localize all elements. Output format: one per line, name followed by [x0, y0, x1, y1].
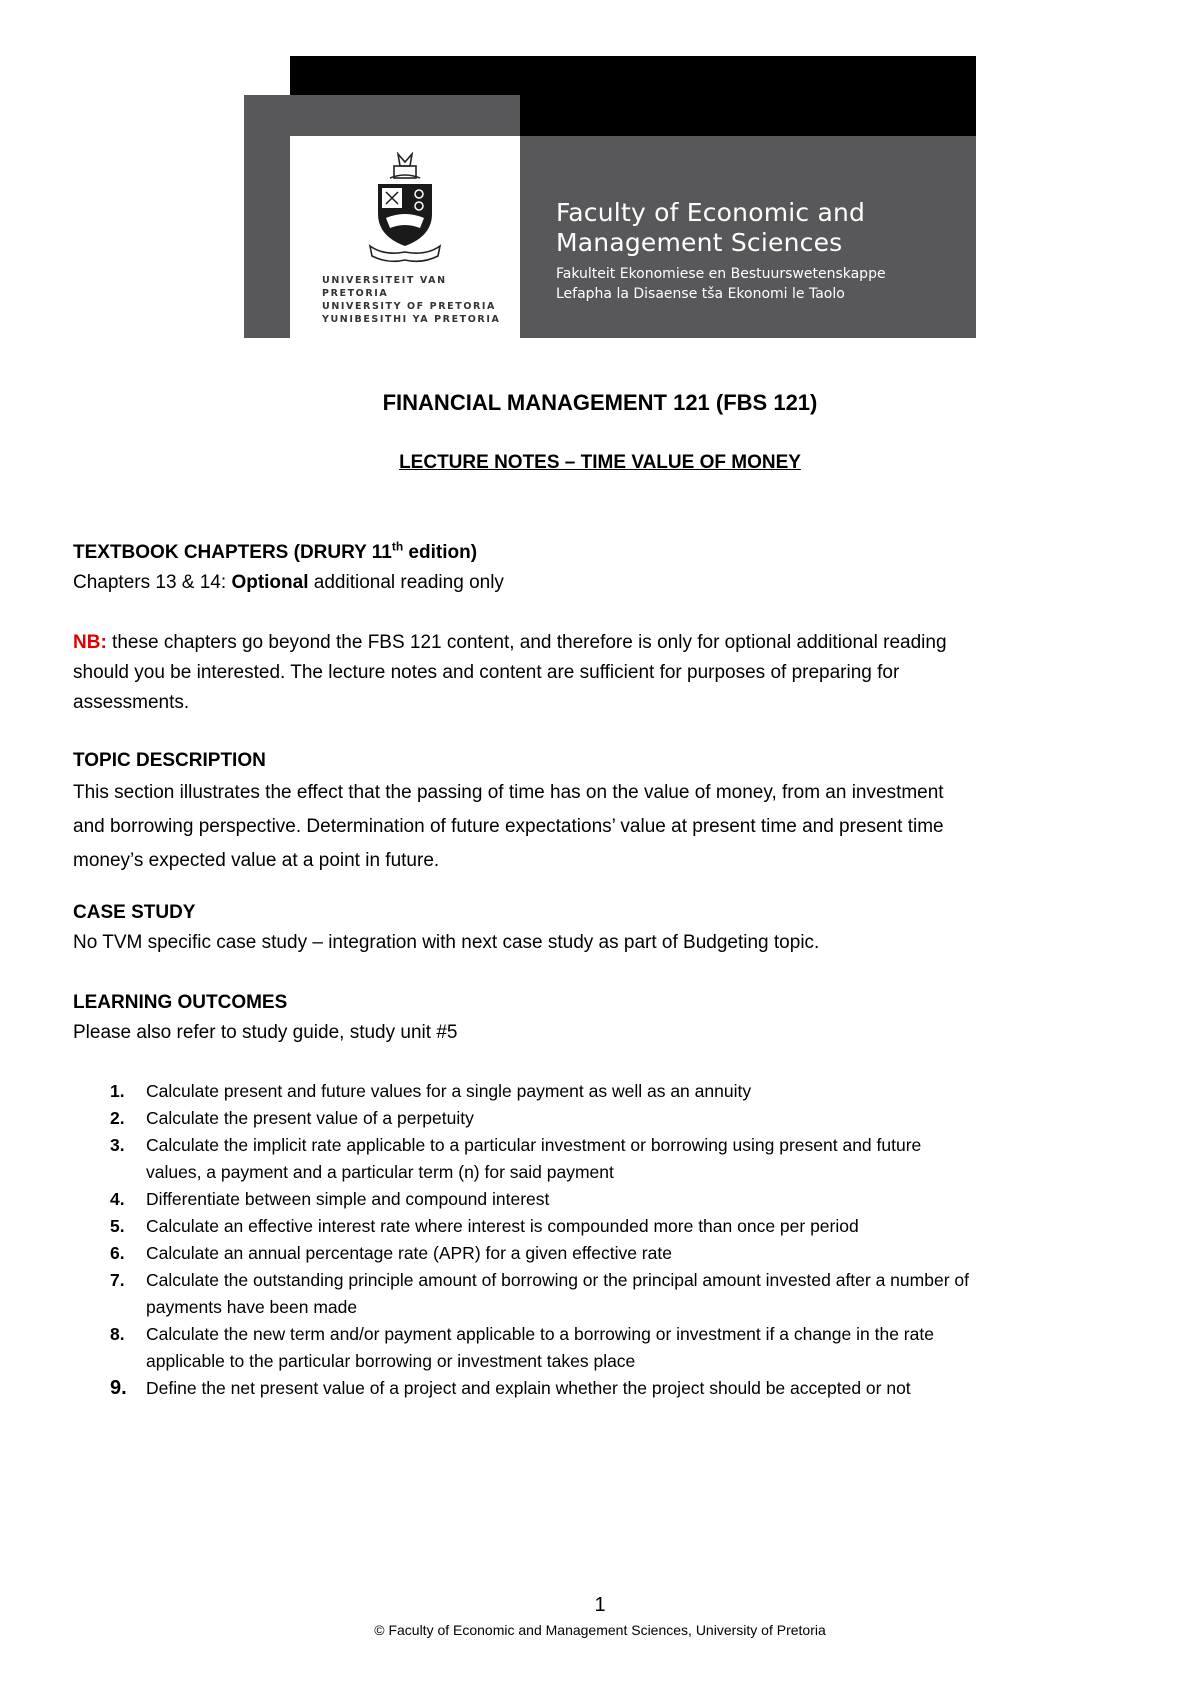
- topic-line2: and borrowing perspective. Determination of future expectations’ value at present time and present time: [73, 816, 944, 837]
- faculty-title-line1: Faculty of Economic and: [556, 198, 866, 227]
- textbook-heading-superscript: th: [391, 539, 404, 554]
- textbook-section: [73, 538, 1133, 598]
- list-item-text-continued: values, a payment and a particular term (n) for said payment: [146, 1162, 614, 1182]
- nb-note-line1: [73, 628, 1133, 658]
- nb-note-line2: should you be interested. The lecture notes and content are sufficient for purposes of preparing for: [73, 662, 900, 683]
- learning-outcomes-intro: Please also refer to study guide, study unit #5: [73, 1022, 458, 1043]
- list-item: [96, 1267, 1136, 1321]
- university-crest-logo: [364, 152, 446, 264]
- list-item: [96, 1240, 1136, 1267]
- faculty-title-line2: Management Sciences: [556, 228, 843, 257]
- topic-line1: This section illustrates the effect that the passing of time has on the value of money, from an investment: [73, 782, 944, 803]
- topic-heading: TOPIC DESCRIPTION: [73, 750, 266, 771]
- list-item: [96, 1078, 1136, 1105]
- textbook-heading-suffix: edition): [403, 542, 478, 563]
- nb-note: [73, 628, 1133, 718]
- list-item: [96, 1375, 1136, 1402]
- faculty-name-sepedi: Lefapha la Disaense tša Ekonomi le Taolo: [556, 286, 845, 302]
- textbook-heading-prefix: TEXTBOOK CHAPTERS (DRURY 11: [73, 542, 392, 563]
- list-item-text: Calculate the implicit rate applicable to a particular investment or borrowing using present and future: [146, 1135, 922, 1155]
- chapters-suffix: additional reading only: [308, 572, 504, 593]
- faculty-name-block: [556, 198, 886, 304]
- nb-text-line1: these chapters go beyond the FBS 121 content, and therefore is only for optional additional reading: [106, 632, 947, 653]
- topic-line3: money’s expected value at a point in future.: [73, 850, 440, 871]
- case-study-section: [73, 898, 1133, 958]
- list-item-text-continued: applicable to the particular borrowing or investment takes place: [146, 1351, 636, 1371]
- topic-section: [73, 746, 1133, 878]
- page-number: 1: [594, 1594, 606, 1616]
- university-name-sepedi: YUNIBESITHI YA PRETORIA: [322, 314, 501, 325]
- chapters-optional-bold: Optional: [231, 572, 309, 593]
- list-item-text: Calculate an effective interest rate where interest is compounded more than once per period: [146, 1216, 859, 1236]
- faculty-banner: [244, 56, 976, 338]
- list-item-number: 5.: [110, 1216, 125, 1236]
- copyright-notice: © Faculty of Economic and Management Sciences, University of Pretoria: [374, 1622, 826, 1638]
- list-item-number: 2.: [110, 1108, 125, 1128]
- list-item-text: Calculate the new term and/or payment applicable to a borrowing or investment if a change in the rate: [146, 1324, 934, 1344]
- list-item-number: 4.: [110, 1189, 125, 1209]
- list-item-text-continued: payments have been made: [146, 1297, 358, 1317]
- nb-label: NB:: [73, 632, 107, 653]
- list-item-number: 1.: [110, 1081, 125, 1101]
- list-item-number: 8.: [110, 1324, 125, 1344]
- list-item: [96, 1213, 1136, 1240]
- list-item-text: Calculate an annual percentage rate (APR) for a given effective rate: [146, 1243, 672, 1263]
- list-item: [96, 1105, 1136, 1132]
- list-item-text: Calculate present and future values for a single payment as well as an annuity: [146, 1081, 752, 1101]
- list-item-text: Differentiate between simple and compound interest: [146, 1189, 550, 1209]
- list-item-number: 9.: [110, 1377, 127, 1399]
- university-name-block: [322, 274, 512, 326]
- nb-note-line3: assessments.: [73, 692, 190, 713]
- learning-outcomes-list: [96, 1078, 1136, 1402]
- chapters-prefix: Chapters 13 & 14:: [73, 572, 232, 593]
- textbook-heading: [73, 538, 1133, 568]
- university-name-afrikaans: UNIVERSITEIT VAN PRETORIA: [322, 275, 447, 299]
- document-subtitle: LECTURE NOTES – TIME VALUE OF MONEY: [399, 452, 801, 473]
- case-study-heading: CASE STUDY: [73, 902, 196, 923]
- learning-outcomes-heading: LEARNING OUTCOMES: [73, 992, 288, 1013]
- document-title: FINANCIAL MANAGEMENT 121 (FBS 121): [382, 390, 818, 415]
- case-study-text: No TVM specific case study – integration with next case study as part of Budgeting topic.: [73, 932, 820, 953]
- list-item-number: 7.: [110, 1270, 125, 1290]
- list-item-text: Define the net present value of a project and explain whether the project should be accepted or not: [146, 1378, 911, 1398]
- list-item: [96, 1321, 1136, 1375]
- list-item-text: Calculate the present value of a perpetuity: [146, 1108, 474, 1128]
- textbook-chapters-line: [73, 568, 1133, 598]
- list-item: [96, 1132, 1136, 1186]
- learning-outcomes-section: [73, 988, 1133, 1048]
- university-name-english: UNIVERSITY OF PRETORIA: [322, 301, 496, 312]
- list-item-number: 3.: [110, 1135, 125, 1155]
- list-item-number: 6.: [110, 1243, 125, 1263]
- faculty-name-afrikaans: Fakulteit Ekonomiese en Bestuurswetenskappe: [556, 266, 886, 282]
- list-item: [96, 1186, 1136, 1213]
- list-item-text: Calculate the outstanding principle amount of borrowing or the principal amount invested after a number of: [146, 1270, 969, 1290]
